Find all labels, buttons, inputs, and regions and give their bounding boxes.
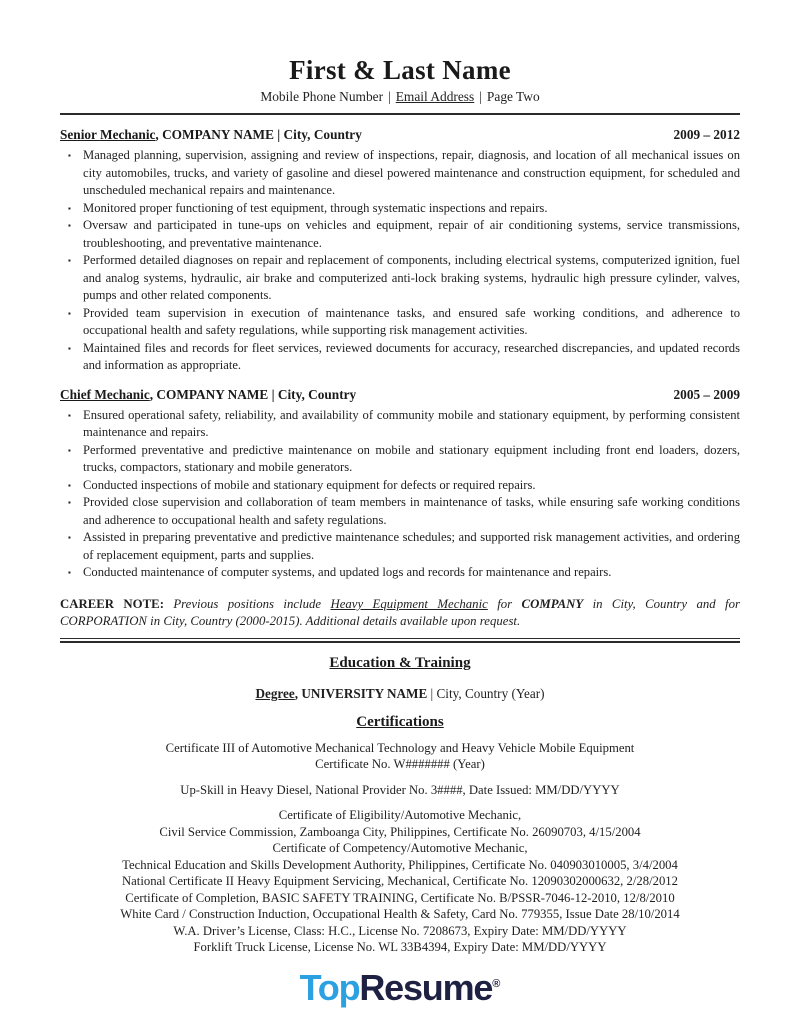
- career-note-company: COMPANY: [521, 596, 584, 611]
- job-dates: 2009 – 2012: [673, 127, 740, 143]
- degree-name: Degree: [255, 685, 295, 701]
- job-heading: [60, 387, 740, 403]
- certification-group: [60, 807, 740, 956]
- degree-location: | City, Country (Year): [427, 685, 545, 701]
- university-name: UNIVERSITY NAME: [301, 685, 428, 701]
- pipe-separator: |: [388, 89, 391, 105]
- contact-line: [60, 89, 740, 105]
- list-item: [60, 564, 740, 582]
- certification-group: [60, 740, 740, 773]
- bullet-text: Performed detailed diagnoses on repair and replacement of components, including electrical systems, computerized ignition, fuel and analog systems, hydraulic, air brake and computerized anti-lock braking systems, hydraulic high pressure cylinder, valves, pumps and other related components.: [83, 253, 740, 303]
- bullet-icon: ▪: [68, 203, 71, 213]
- bullet-text: Conducted inspections of mobile and stationary equipment for defects or required repairs.: [83, 477, 536, 492]
- list-item: [60, 477, 740, 495]
- career-note: [60, 596, 740, 630]
- bullet-icon: ▪: [68, 151, 71, 161]
- section-divider: [60, 638, 740, 643]
- list-item: [60, 494, 740, 529]
- list-item: [60, 305, 740, 340]
- logo-top-text: Top: [299, 966, 360, 1008]
- job-bullet-list: [60, 147, 740, 375]
- section-heading-education: Education & Training: [329, 654, 471, 671]
- header-divider: [60, 113, 740, 115]
- page-indicator: Page Two: [486, 89, 540, 105]
- email-link[interactable]: Email Address: [395, 89, 475, 105]
- logo-resume-text: Resume: [359, 966, 493, 1008]
- certification-line: Certificate No. W####### (Year): [315, 757, 485, 772]
- job-heading: [60, 127, 740, 143]
- list-item: [60, 147, 740, 200]
- bullet-icon: ▪: [68, 221, 71, 231]
- bullet-icon: ▪: [68, 445, 71, 455]
- list-item: [60, 407, 740, 442]
- bullet-icon: ▪: [68, 480, 71, 490]
- bullet-icon: ▪: [68, 568, 71, 578]
- certification-line: Technical Education and Skills Development Authority, Philippines, Certificate No. 040903010005, 3/4/2004: [122, 857, 678, 872]
- job-section-chief-mechanic: [60, 387, 740, 582]
- bullet-text: Provided close supervision and collaboration of team members in maintenance of tasks, while ensuring safe working conditions and adherence to occupational health and safety regulations.: [83, 495, 740, 527]
- list-item: [60, 529, 740, 564]
- bullet-text: Oversaw and participated in tune-ups on vehicles and equipment, repair of air conditioning systems, service transmissions, troubleshooting, and preventative maintenance.: [83, 218, 740, 250]
- bullet-icon: ▪: [68, 308, 71, 318]
- pipe-separator: |: [479, 89, 482, 105]
- job-title-line: [60, 387, 356, 403]
- bullet-text: Performed preventative and predictive maintenance on mobile and stationary equipment including front end loaders, dozers, trucks, compactors, stationary and mobile generators.: [83, 442, 740, 475]
- job-dates: 2005 – 2009: [673, 386, 740, 402]
- career-note-label: CAREER NOTE:: [60, 596, 164, 611]
- certification-line: Civil Service Commission, Zamboanga City, Philippines, Certificate No. 26090703, 4/15/2004: [159, 824, 641, 839]
- topresume-logo: [60, 968, 740, 1008]
- certification-line: Certificate III of Automotive Mechanical Technology and Heavy Vehicle Mobile Equipment: [165, 740, 635, 755]
- job-title: Chief Mechanic: [60, 386, 150, 402]
- registered-trademark-icon: ®: [492, 977, 501, 990]
- certification-line: Forklift Truck License, License No. WL 33B4394, Expiry Date: MM/DD/YYYY: [193, 940, 607, 955]
- certification-group: [60, 782, 740, 799]
- bullet-text: Monitored proper functioning of test equipment, through systematic inspections and repairs.: [83, 200, 548, 215]
- certification-line: Certificate of Eligibility/Automotive Mechanic,: [278, 808, 522, 823]
- degree-line: [60, 686, 740, 702]
- job-bullet-list: [60, 407, 740, 582]
- certification-line: Certificate of Competency/Automotive Mechanic,: [272, 841, 528, 856]
- list-item: [60, 340, 740, 375]
- job-title: Senior Mechanic: [60, 127, 156, 143]
- phone-text: Mobile Phone Number: [260, 89, 384, 105]
- job-company: , COMPANY NAME | City, Country: [149, 386, 357, 402]
- career-note-text: for: [487, 596, 522, 611]
- bullet-text: Maintained files and records for fleet services, reviewed documents for accuracy, researched discrepancies, and updated records and information as appropriate.: [83, 340, 740, 373]
- certification-line: W.A. Driver’s License, Class: H.C., License No. 7208673, Expiry Date: MM/DD/YYYY: [173, 923, 627, 938]
- list-item: [60, 200, 740, 218]
- bullet-icon: ▪: [68, 498, 71, 508]
- bullet-text: Ensured operational safety, reliability, and availability of community mobile and stationary equipment, by performing consistent maintenance and repairs.: [83, 407, 740, 440]
- bullet-icon: ▪: [68, 256, 71, 266]
- degree-comma: ,: [294, 685, 302, 701]
- bullet-text: Managed planning, supervision, assigning and review of inspections, repair, diagnosis, and location of all mechanical issues on city automobiles, trucks, and variety of gasoline and diesel powered maintenance and construction equipment, for scheduled and unscheduled mechanical repairs and maintenance.: [83, 148, 740, 198]
- certification-line: Certificate of Completion, BASIC SAFETY TRAINING, Certificate No. B/PSSR-7046-12-2010, 12/8/2010: [125, 890, 675, 905]
- bullet-icon: ▪: [68, 410, 71, 420]
- job-title-line: [60, 127, 362, 143]
- certification-line: Up-Skill in Heavy Diesel, National Provider No. 3####, Date Issued: MM/DD/YYYY: [180, 782, 620, 797]
- bullet-icon: ▪: [68, 343, 71, 353]
- bullet-text: Provided team supervision in execution of maintenance tasks, and ensured safe working conditions, and adherence to occupational health and safety regulations, while supporting risk management activities.: [83, 305, 740, 338]
- career-note-text: Previous positions include: [163, 596, 331, 611]
- career-note-underlined-title: Heavy Equipment Mechanic: [330, 596, 488, 611]
- list-item: [60, 442, 740, 477]
- bullet-text: Assisted in preparing preventative and predictive maintenance schedules; and supported risk management activities, and ordering of replacement equipment, parts and supplies.: [83, 530, 740, 562]
- section-heading-certifications: Certifications: [356, 713, 444, 730]
- bullet-icon: ▪: [68, 533, 71, 543]
- list-item: [60, 217, 740, 252]
- certification-line: National Certificate II Heavy Equipment Servicing, Mechanical, Certificate No. 12090302000632, 2/28/2012: [122, 874, 678, 889]
- job-section-senior-mechanic: [60, 127, 740, 375]
- career-note-text: in City, Country and for CORPORATION in City, Country (2000-2015). Additional details available upon request.: [60, 596, 740, 628]
- list-item: [60, 252, 740, 305]
- job-company: , COMPANY NAME | City, Country: [155, 127, 362, 143]
- page-title: First & Last Name: [289, 55, 511, 85]
- bullet-text: Conducted maintenance of computer systems, and updated logs and records for maintenance and repairs.: [83, 565, 612, 580]
- certification-line: White Card / Construction Induction, Occupational Health & Safety, Card No. 779355, Issue Date 28/10/2014: [120, 907, 680, 922]
